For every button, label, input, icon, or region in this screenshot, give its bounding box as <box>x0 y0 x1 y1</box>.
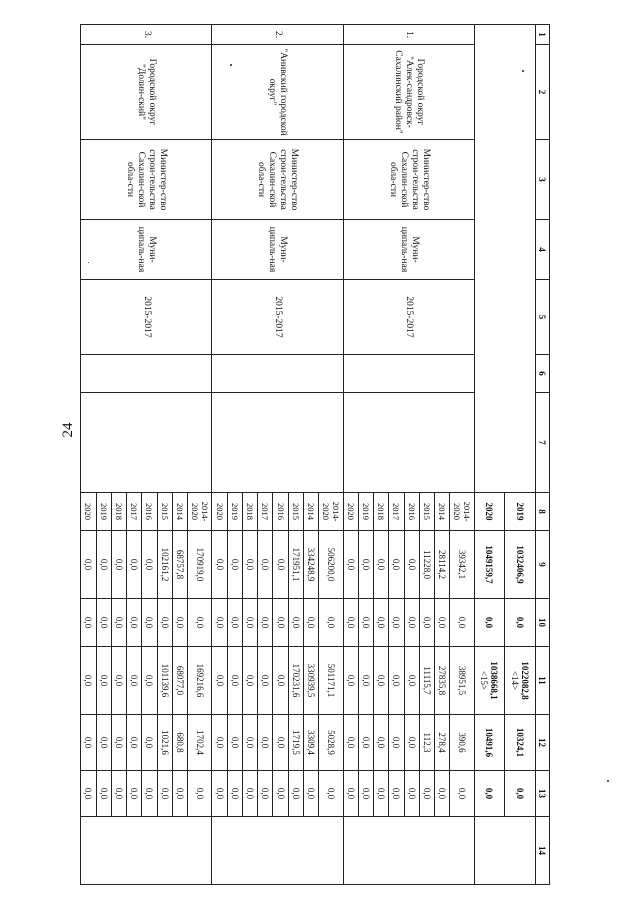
cell-c11: 0,0 <box>227 647 242 715</box>
col-num-7: 7 <box>535 393 549 493</box>
cell-c11: 27835,8 <box>435 647 450 715</box>
section-number: 2. <box>212 25 343 45</box>
cell-c13: 0,0 <box>389 771 404 817</box>
cell-c12: 390,6 <box>450 715 474 771</box>
cell-c10: 0,0 <box>450 599 474 647</box>
cell-c9: 102161,2 <box>157 531 172 599</box>
totals-cell-c9: 1049159,7 <box>474 531 505 599</box>
totals-year: 2019 <box>505 493 536 531</box>
totals-c11-value: 1022082,8 <box>520 661 531 700</box>
cell-c10: 0,0 <box>258 599 273 647</box>
cell-c12: 1021,6 <box>157 715 172 771</box>
col-num-11: 11 <box>535 647 549 715</box>
totals-c11-note: <15> <box>479 670 490 691</box>
cell-c13: 0,0 <box>127 771 142 817</box>
col-num-4: 4 <box>535 220 549 280</box>
cell-c13: 0,0 <box>303 771 318 817</box>
cell-c11: 0,0 <box>96 647 111 715</box>
cell-c13: 0,0 <box>374 771 389 817</box>
cell-c11: 101139,6 <box>157 647 172 715</box>
col-num-5: 5 <box>535 280 549 355</box>
section-total-row <box>188 25 212 885</box>
section-note-empty <box>212 817 343 885</box>
section-col7-empty <box>212 393 343 493</box>
col-num-6: 6 <box>535 355 549 393</box>
cell-c10: 0,0 <box>374 599 389 647</box>
row-year: 2020 <box>212 493 227 531</box>
totals-left-empty <box>474 25 535 493</box>
cell-c9: 0,0 <box>227 531 242 599</box>
cell-c11: 0,0 <box>127 647 142 715</box>
cell-c12: 0,0 <box>358 715 373 771</box>
municipality-name: Городской округ "Алек-сандровск-Сахалинский район" <box>343 45 474 140</box>
totals-cell-c10: 0,0 <box>474 599 505 647</box>
municipality-name: "Анивский городской округ" <box>212 45 343 140</box>
cell-c10: 0,0 <box>81 599 97 647</box>
cell-c9: 0,0 <box>212 531 227 599</box>
cell-c12: 680,8 <box>172 715 187 771</box>
cell-c13: 0,0 <box>419 771 434 817</box>
cell-c10: 0,0 <box>273 599 288 647</box>
scan-speck <box>230 64 232 66</box>
cell-c13: 0,0 <box>435 771 450 817</box>
totals-note-empty <box>474 817 535 885</box>
cell-c13: 0,0 <box>157 771 172 817</box>
totals-cell-c10: 0,0 <box>505 599 536 647</box>
col-num-14: 14 <box>535 817 549 885</box>
implementation-period: 2015-2017 <box>212 280 343 355</box>
cell-c12: 0,0 <box>111 715 126 771</box>
totals-cell-c13: 0,0 <box>474 771 505 817</box>
cell-c12: 0,0 <box>343 715 358 771</box>
cell-c12: 0,0 <box>258 715 273 771</box>
cell-c13: 0,0 <box>188 771 212 817</box>
cell-c13: 0,0 <box>358 771 373 817</box>
cell-c10: 0,0 <box>172 599 187 647</box>
program-type: Муни-ципаль-ная <box>343 220 474 280</box>
cell-c12: 0,0 <box>212 715 227 771</box>
cell-c9: 0,0 <box>343 531 358 599</box>
cell-c10: 0,0 <box>96 599 111 647</box>
row-year: 2017 <box>127 493 142 531</box>
col-num-2: 2 <box>535 45 549 140</box>
section-col6-empty <box>212 355 343 393</box>
cell-c9: 11228,0 <box>419 531 434 599</box>
cell-c11: 0,0 <box>343 647 358 715</box>
cell-c11: 68077,0 <box>172 647 187 715</box>
totals-cell-c12: 10324,1 <box>505 715 536 771</box>
cell-c10: 0,0 <box>188 599 212 647</box>
cell-c11: 0,0 <box>273 647 288 715</box>
cell-c9: 506200,0 <box>319 531 343 599</box>
scan-speck <box>522 70 524 72</box>
section-number: 3. <box>81 25 212 45</box>
cell-c9: 0,0 <box>273 531 288 599</box>
scan-speck <box>88 262 89 263</box>
row-year: 2014-2020 <box>319 493 343 531</box>
cell-c13: 0,0 <box>212 771 227 817</box>
totals-year: 2020 <box>474 493 505 531</box>
cell-c12: 0,0 <box>81 715 97 771</box>
municipality-name: Городской округ "Долин-ский" <box>81 45 212 140</box>
row-year: 2016 <box>273 493 288 531</box>
page-number: 24 <box>60 422 76 438</box>
row-year: 2020 <box>343 493 358 531</box>
cell-c12: 0,0 <box>404 715 419 771</box>
cell-c12: 278,4 <box>435 715 450 771</box>
section-col7-empty <box>81 393 212 493</box>
cell-c9: 0,0 <box>258 531 273 599</box>
cell-c10: 0,0 <box>157 599 172 647</box>
col-num-8: 8 <box>535 493 549 531</box>
cell-c11: 11115,7 <box>419 647 434 715</box>
cell-c12: 0,0 <box>227 715 242 771</box>
cell-c13: 0,0 <box>81 771 97 817</box>
cell-c11: 0,0 <box>258 647 273 715</box>
row-year: 2014-2020 <box>188 493 212 531</box>
table-body <box>81 25 550 885</box>
row-year: 2017 <box>389 493 404 531</box>
totals-row <box>505 25 536 885</box>
cell-c12: 0,0 <box>374 715 389 771</box>
cell-c9: 334248,9 <box>303 531 318 599</box>
cell-c10: 0,0 <box>404 599 419 647</box>
program-type: Муни-ципаль-ная <box>81 220 212 280</box>
cell-c9: 0,0 <box>242 531 257 599</box>
cell-c12: 0,0 <box>389 715 404 771</box>
cell-c9: 28114,2 <box>435 531 450 599</box>
cell-c9: 68757,8 <box>172 531 187 599</box>
cell-c11: 0,0 <box>389 647 404 715</box>
cell-c12: 1702,4 <box>188 715 212 771</box>
cell-c12: 0,0 <box>142 715 157 771</box>
cell-c10: 0,0 <box>419 599 434 647</box>
column-number-row <box>535 25 549 885</box>
cell-c12: 0,0 <box>127 715 142 771</box>
cell-c10: 0,0 <box>227 599 242 647</box>
cell-c9: 0,0 <box>374 531 389 599</box>
cell-c12: 1719,5 <box>288 715 303 771</box>
cell-c10: 0,0 <box>242 599 257 647</box>
row-year: 2014 <box>303 493 318 531</box>
cell-c11: 169216,6 <box>188 647 212 715</box>
cell-c9: 0,0 <box>96 531 111 599</box>
totals-cell-c12: 10491,6 <box>474 715 505 771</box>
cell-c9: 170919,0 <box>188 531 212 599</box>
cell-c11: 0,0 <box>212 647 227 715</box>
cell-c11: 0,0 <box>111 647 126 715</box>
cell-c9: 0,0 <box>81 531 97 599</box>
section-note-empty <box>343 817 474 885</box>
cell-c10: 0,0 <box>303 599 318 647</box>
program-type: Муни-ципаль-ная <box>212 220 343 280</box>
cell-c9: 0,0 <box>127 531 142 599</box>
cell-c10: 0,0 <box>435 599 450 647</box>
cell-c11: 330939,5 <box>303 647 318 715</box>
responsible-ministry: Министер-ство строи-тельства Сахалин-ской обла-сти <box>81 140 212 220</box>
cell-c9: 0,0 <box>404 531 419 599</box>
cell-c10: 0,0 <box>389 599 404 647</box>
row-year: 2016 <box>142 493 157 531</box>
cell-c10: 0,0 <box>142 599 157 647</box>
cell-c11: 38951,5 <box>450 647 474 715</box>
cell-c13: 0,0 <box>343 771 358 817</box>
cell-c10: 0,0 <box>343 599 358 647</box>
cell-c9: 39342,1 <box>450 531 474 599</box>
section-number: 1. <box>343 25 474 45</box>
row-year: 2014 <box>435 493 450 531</box>
cell-c13: 0,0 <box>450 771 474 817</box>
cell-c13: 0,0 <box>227 771 242 817</box>
row-year: 2016 <box>404 493 419 531</box>
row-year: 2019 <box>96 493 111 531</box>
cell-c12: 0,0 <box>273 715 288 771</box>
cell-c12: 3309,4 <box>303 715 318 771</box>
col-num-13: 13 <box>535 771 549 817</box>
budget-table <box>80 24 550 885</box>
cell-c13: 0,0 <box>111 771 126 817</box>
cell-c11: 0,0 <box>81 647 97 715</box>
col-num-9: 9 <box>535 531 549 599</box>
row-year: 2019 <box>227 493 242 531</box>
cell-c10: 0,0 <box>111 599 126 647</box>
cell-c10: 0,0 <box>288 599 303 647</box>
totals-cell-c9: 1032406,9 <box>505 531 536 599</box>
totals-c11-note: <14> <box>510 670 521 691</box>
col-num-12: 12 <box>535 715 549 771</box>
cell-c9: 0,0 <box>142 531 157 599</box>
row-year: 2018 <box>111 493 126 531</box>
row-year: 2018 <box>374 493 389 531</box>
cell-c11: 0,0 <box>142 647 157 715</box>
section-col6-empty <box>81 355 212 393</box>
implementation-period: 2015-2017 <box>81 280 212 355</box>
totals-c11-value: 1038668,1 <box>489 661 500 700</box>
cell-c10: 0,0 <box>319 599 343 647</box>
cell-c11: 0,0 <box>242 647 257 715</box>
scan-speck <box>607 780 609 782</box>
cell-c13: 0,0 <box>96 771 111 817</box>
totals-cell-c13: 0,0 <box>505 771 536 817</box>
rotated-table-container <box>80 24 550 884</box>
implementation-period: 2015-2017 <box>343 280 474 355</box>
col-num-1: 1 <box>535 25 549 45</box>
cell-c13: 0,0 <box>319 771 343 817</box>
row-year: 2014-2020 <box>450 493 474 531</box>
section-col7-empty <box>343 393 474 493</box>
cell-c11: 0,0 <box>404 647 419 715</box>
col-num-3: 3 <box>535 140 549 220</box>
cell-c13: 0,0 <box>142 771 157 817</box>
row-year: 2020 <box>81 493 97 531</box>
row-year: 2019 <box>358 493 373 531</box>
row-year: 2017 <box>258 493 273 531</box>
cell-c9: 0,0 <box>389 531 404 599</box>
cell-c12: 0,0 <box>242 715 257 771</box>
row-year: 2015 <box>288 493 303 531</box>
section-total-row <box>319 25 343 885</box>
cell-c11: 501171,1 <box>319 647 343 715</box>
cell-c12: 0,0 <box>96 715 111 771</box>
section-col6-empty <box>343 355 474 393</box>
cell-c12: 112,3 <box>419 715 434 771</box>
row-year: 2015 <box>419 493 434 531</box>
cell-c10: 0,0 <box>358 599 373 647</box>
cell-c13: 0,0 <box>242 771 257 817</box>
cell-c12: 5028,9 <box>319 715 343 771</box>
row-year: 2014 <box>172 493 187 531</box>
row-year: 2015 <box>157 493 172 531</box>
cell-c9: 171951,1 <box>288 531 303 599</box>
cell-c13: 0,0 <box>258 771 273 817</box>
section-note-empty <box>81 817 212 885</box>
cell-c13: 0,0 <box>288 771 303 817</box>
cell-c13: 0,0 <box>273 771 288 817</box>
section-total-row <box>450 25 474 885</box>
totals-cell-c11 <box>474 647 505 715</box>
cell-c9: 0,0 <box>111 531 126 599</box>
cell-c11: 170231,6 <box>288 647 303 715</box>
responsible-ministry: Министер-ство строи-тельства Сахалин-ской обла-сти <box>343 140 474 220</box>
totals-cell-c11 <box>505 647 536 715</box>
cell-c9: 0,0 <box>358 531 373 599</box>
cell-c10: 0,0 <box>127 599 142 647</box>
cell-c13: 0,0 <box>172 771 187 817</box>
cell-c13: 0,0 <box>404 771 419 817</box>
cell-c11: 0,0 <box>358 647 373 715</box>
responsible-ministry: Министер-ство строи-тельства Сахалин-ской обла-сти <box>212 140 343 220</box>
col-num-10: 10 <box>535 599 549 647</box>
cell-c10: 0,0 <box>212 599 227 647</box>
cell-c11: 0,0 <box>374 647 389 715</box>
row-year: 2018 <box>242 493 257 531</box>
